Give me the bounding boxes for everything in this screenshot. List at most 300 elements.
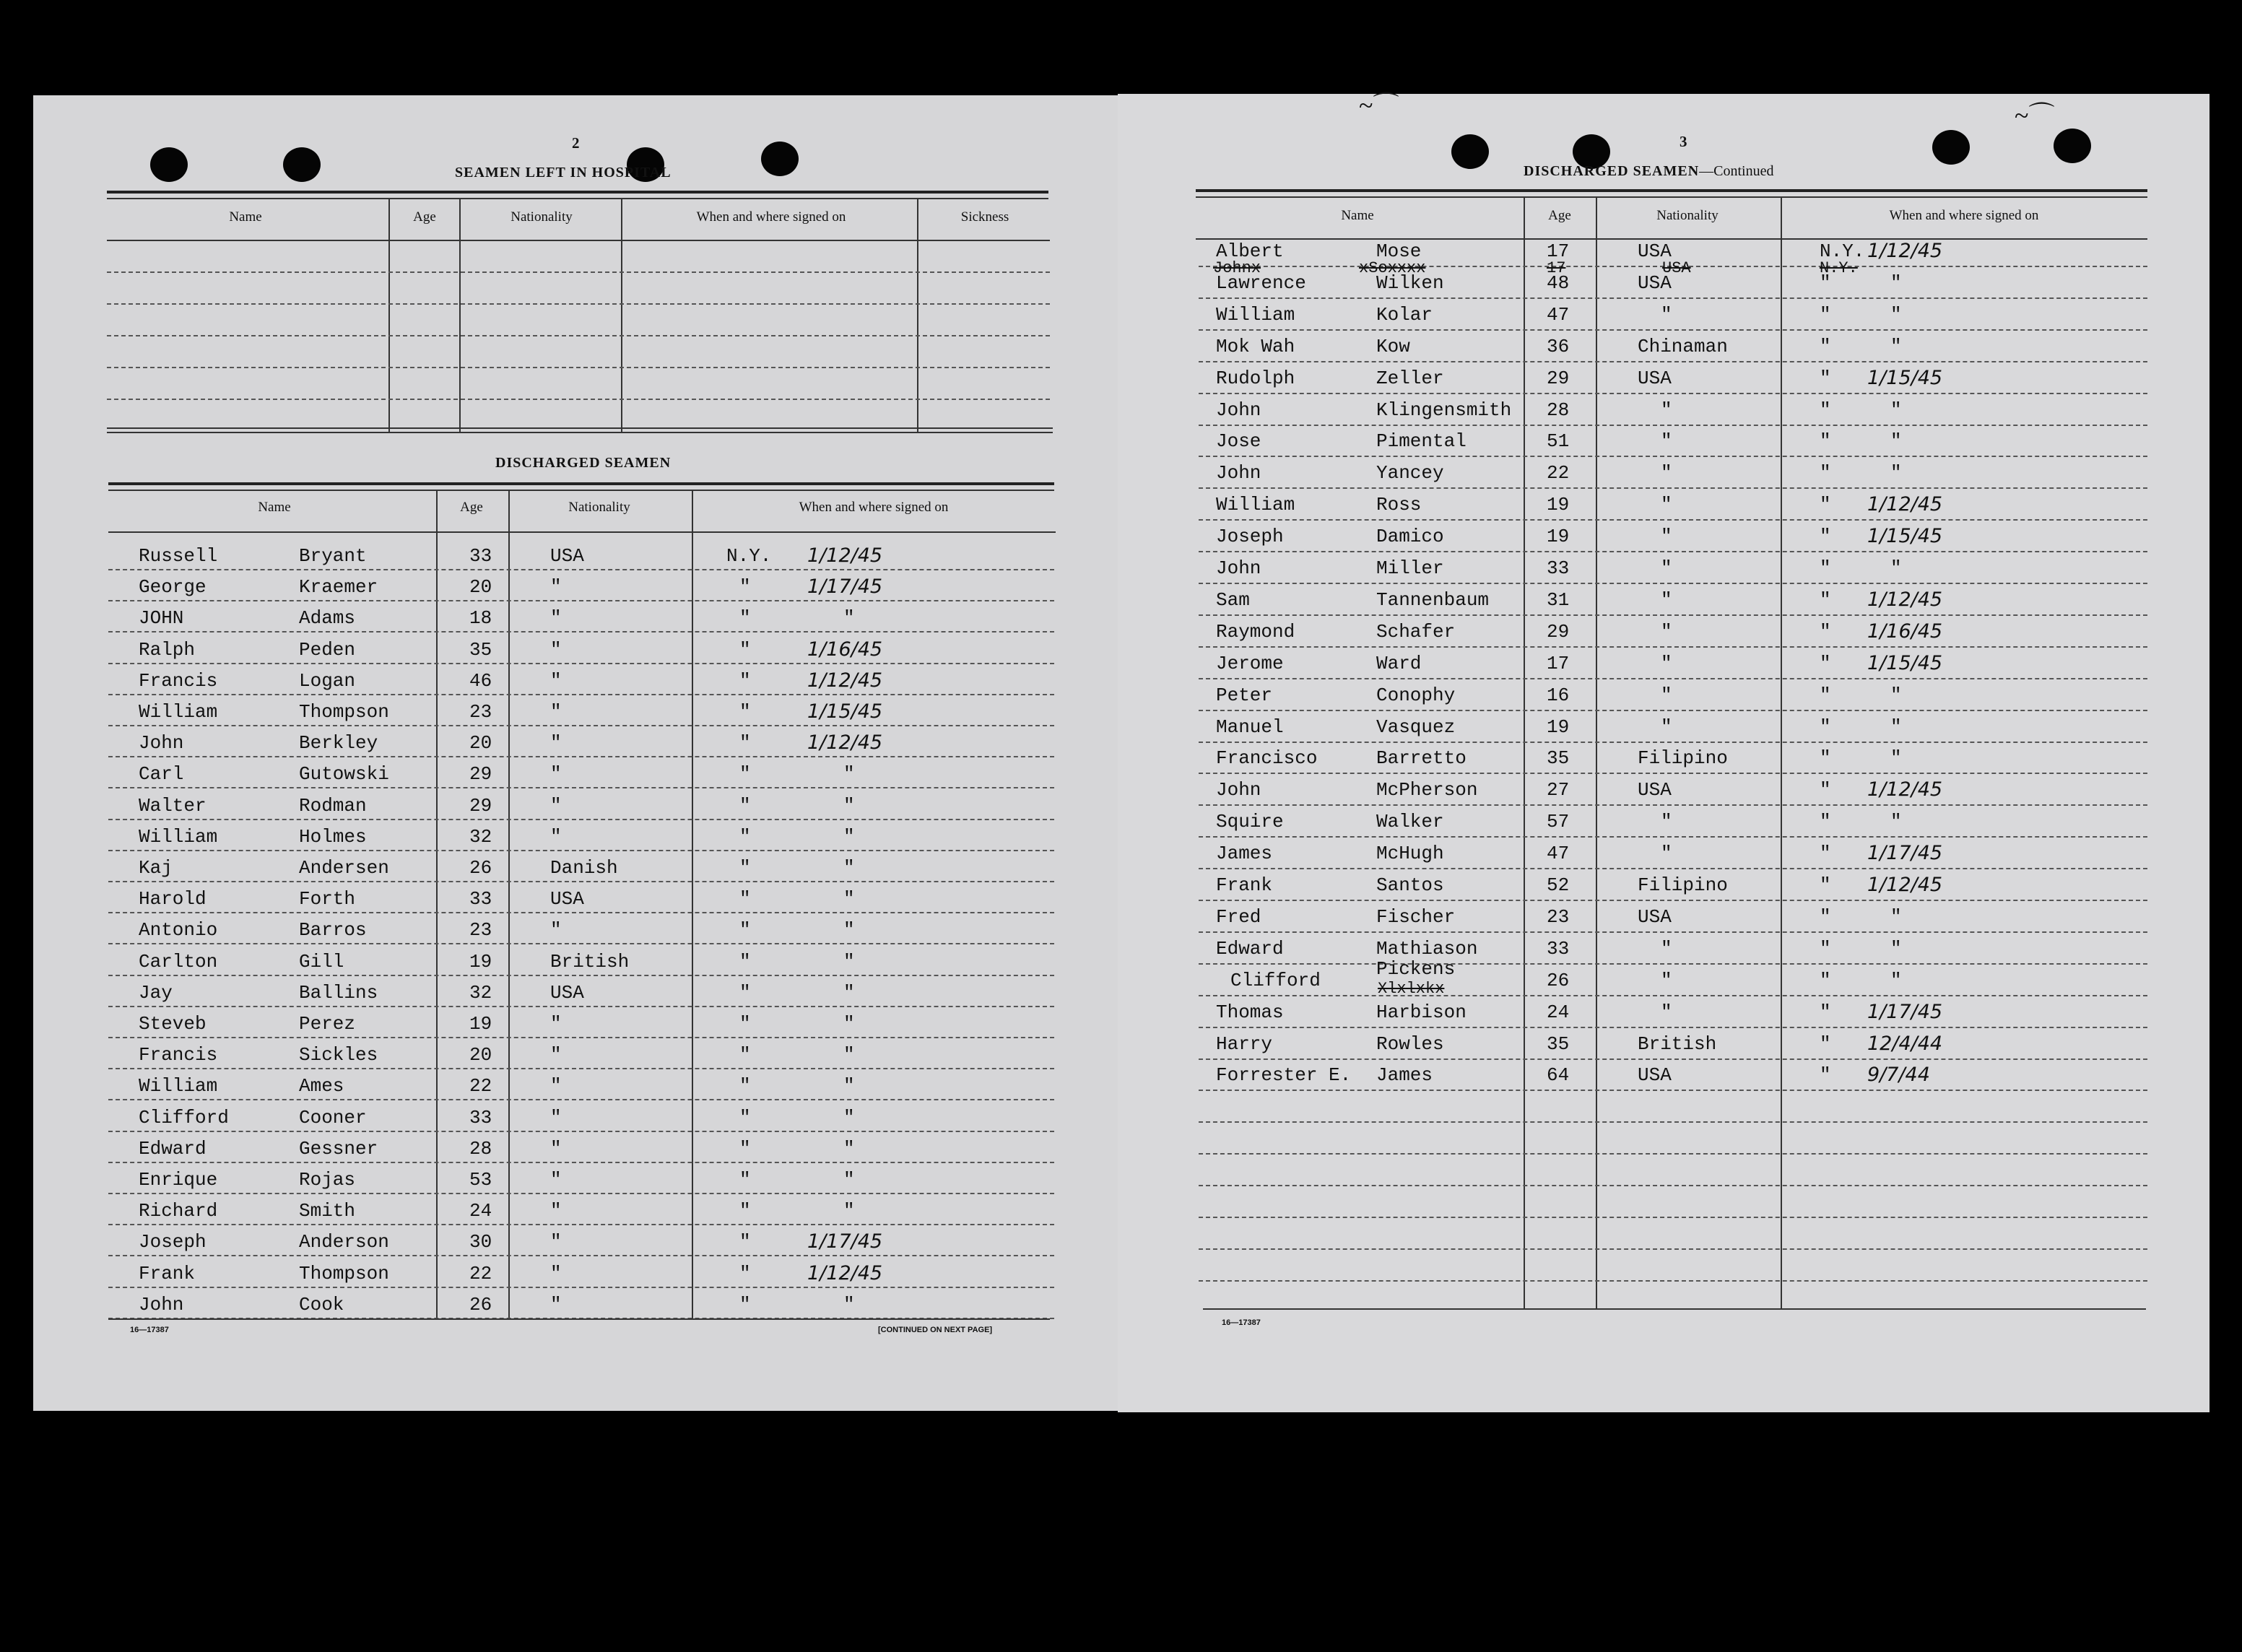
ruled-line [108,1037,1054,1038]
seaman-age: 52 [1547,874,1570,896]
signed-on-date: " [843,1169,855,1191]
seaman-nationality: Filipino [1638,747,1728,769]
ruled-line [1199,297,2147,299]
seaman-nationality: " [550,826,562,848]
ruled-line [108,631,1054,632]
column-header-when-where: When and where signed on [696,209,846,225]
seaman-nationality: Danish [550,857,618,879]
seaman-last-name: Pickens [1376,958,1456,980]
column-header-when-where: When and where signed on [1889,208,2039,223]
signed-on-place: " [1820,1001,1831,1023]
ruled-line [1199,1090,2147,1091]
seaman-last-name: Andersen [299,857,389,879]
seaman-last-name: Pimental [1376,430,1467,452]
ruled-line [1199,551,2147,552]
seaman-first-name: William [139,1075,218,1097]
divider [1781,198,1782,1310]
ruled-line [108,1255,1054,1256]
signed-on-place: " [739,795,751,817]
seaman-nationality: " [550,670,562,692]
signed-on-date: " [1890,970,1902,991]
seaman-age: 29 [469,763,492,785]
hospital-section-title: SEAMEN LEFT IN HOSPITAL [455,165,672,181]
signed-on-place: " [1820,430,1831,452]
signed-on-place: " [1820,589,1831,611]
signed-on-date: 1/15/45 [1867,525,1943,547]
signed-on-date: " [1890,684,1902,706]
seaman-last-name: Santos [1376,874,1444,896]
signed-on-date: " [1890,811,1902,832]
ruled-line [1199,868,2147,869]
ruled-line [1199,1058,2147,1060]
seaman-last-name: Gutowski [299,763,389,785]
signed-on-date: " [843,888,855,910]
seaman-last-name: Rojas [299,1169,356,1191]
ruled-line [108,600,1054,601]
divider [108,1318,1050,1320]
column-header-sickness: Sickness [960,209,1009,225]
signed-on-place: " [739,639,751,661]
signed-on-place: " [739,982,751,1004]
signed-on-date: " [1890,336,1902,357]
ruled-line [1199,646,2147,648]
seaman-nationality: USA [1638,1064,1672,1086]
seaman-first-name: William [139,826,218,848]
seaman-age: 17 [1547,653,1570,674]
seaman-nationality: " [550,763,562,785]
signed-on-date: 1/12/45 [807,544,883,567]
ruled-line [1199,900,2147,901]
seaman-age: 20 [469,1044,492,1066]
seaman-first-name: Harold [139,888,207,910]
column-header-nationality: Nationality [510,209,573,225]
ruled-line [1199,995,2147,996]
signed-on-date: " [843,795,855,817]
seaman-age: 20 [469,732,492,754]
seaman-first-name: James [1216,843,1273,864]
seaman-nationality: " [550,919,562,941]
seaman-first-name: William [1216,304,1295,326]
seaman-age: 51 [1547,430,1570,452]
signed-on-place: " [1820,399,1831,421]
seaman-last-name: Gill [299,951,344,973]
signed-on-place: N.Y. [1820,240,1865,262]
seaman-nationality: " [550,607,562,629]
struck-first-name: Johnx [1213,259,1261,277]
signed-on-place: " [1820,557,1831,579]
seaman-last-name: Schafer [1376,621,1456,643]
seaman-nationality: " [550,1107,562,1129]
seaman-nationality: " [1661,399,1672,421]
seaman-last-name: Perez [299,1013,356,1035]
signed-on-date: " [843,951,855,973]
signed-on-date: " [843,763,855,785]
seaman-first-name: Sam [1216,589,1250,611]
ruled-line [107,399,1050,400]
column-header-age: Age [460,500,483,515]
seaman-nationality: " [550,1200,562,1222]
signed-on-date: 1/12/45 [807,1262,883,1284]
seaman-age: 19 [1547,494,1570,516]
seaman-nationality: Filipino [1638,874,1728,896]
divider [1596,198,1597,1310]
seaman-age: 36 [1547,336,1570,357]
form-number: 16—17387 [130,1326,169,1334]
ruled-line [1199,456,2147,457]
seaman-age: 17 [1547,240,1570,262]
signed-on-place: " [1820,336,1831,357]
seaman-first-name: Joseph [1216,526,1284,547]
ruled-line [107,303,1050,305]
seaman-first-name: John [1216,399,1261,421]
seaman-nationality: " [550,639,562,661]
seaman-nationality: British [1638,1033,1717,1055]
seaman-first-name: Francisco [1216,747,1318,769]
ruled-line [108,975,1054,976]
seaman-nationality: USA [550,888,584,910]
seaman-first-name: Squire [1216,811,1284,832]
ruled-line [1199,583,2147,584]
signed-on-date: 1/12/45 [1867,493,1943,516]
ruled-line [1199,393,2147,394]
ruled-line [1199,836,2147,838]
seaman-last-name: Thompson [299,1263,389,1284]
seaman-nationality: USA [1638,906,1672,928]
seaman-first-name: George [139,576,207,598]
seaman-last-name: Forth [299,888,356,910]
seaman-nationality: " [550,1138,562,1160]
seaman-last-name: Yancey [1376,462,1444,484]
seaman-age: 35 [1547,747,1570,769]
ruled-line [108,1006,1054,1007]
signed-on-place: " [739,919,751,941]
signed-on-date: " [843,1138,855,1160]
seaman-age: 29 [1547,368,1570,389]
ruled-line [108,1162,1054,1163]
signed-on-place: " [739,1231,751,1253]
signed-on-place: " [739,1044,751,1066]
seaman-nationality: " [1661,843,1672,864]
divider [107,432,1053,433]
seaman-age: 32 [469,826,492,848]
ruled-line [107,271,1050,273]
ruled-line [108,1224,1054,1225]
signed-on-date: " [843,857,855,879]
seaman-last-name: Peden [299,639,356,661]
seaman-nationality: " [1661,430,1672,452]
seaman-age: 26 [469,1294,492,1316]
seaman-age: 28 [1547,399,1570,421]
divider [107,240,1050,241]
column-header-name: Name [229,209,262,225]
seaman-age: 22 [469,1263,492,1284]
seaman-age: 35 [469,639,492,661]
column-header-nationality: Nationality [568,500,630,515]
ruled-line [1199,804,2147,806]
seaman-age: 57 [1547,811,1570,832]
signed-on-date: 9/7/44 [1867,1064,1930,1086]
seaman-first-name: Richard [139,1200,218,1222]
signed-on-place: " [739,1263,751,1284]
ruled-line [107,367,1050,368]
signed-on-date: " [843,1294,855,1316]
seaman-nationality: " [1661,970,1672,991]
signed-on-date: 1/15/45 [1867,652,1943,674]
seaman-last-name: Logan [299,670,356,692]
signed-on-date: " [843,607,855,629]
seaman-first-name: Rudolph [1216,368,1295,389]
seaman-age: 30 [469,1231,492,1253]
struck-last-name: Xlxlxkx [1378,980,1445,998]
seaman-age: 26 [469,857,492,879]
signed-on-date: 1/17/45 [1867,842,1943,864]
seaman-last-name: McHugh [1376,843,1444,864]
seaman-last-name: Gessner [299,1138,378,1160]
seaman-nationality: " [1661,938,1672,960]
seaman-first-name: Ralph [139,639,196,661]
page-number: 3 [1680,133,1687,150]
signed-on-date: " [1890,399,1902,421]
seaman-last-name: Mose [1376,240,1422,262]
ruled-line [108,819,1054,820]
seaman-first-name: Clifford [139,1107,229,1129]
divider [388,199,390,432]
seaman-first-name: Steveb [139,1013,207,1035]
seaman-nationality: " [1661,304,1672,326]
signed-on-place: " [739,1169,751,1191]
punch-hole [1932,130,1970,165]
ruled-line [1199,1248,2147,1250]
divider [108,482,1054,485]
seaman-first-name: John [1216,462,1261,484]
signed-on-place: " [1820,906,1831,928]
ruled-line [108,912,1054,913]
seaman-first-name: John [139,732,184,754]
signed-on-date: 1/12/45 [1867,778,1943,801]
seaman-age: 33 [469,1107,492,1129]
divider [107,191,1048,194]
seaman-age: 31 [1547,589,1570,611]
signed-on-place: " [1820,304,1831,326]
seaman-age: 27 [1547,779,1570,801]
seaman-nationality: USA [550,982,584,1004]
seaman-first-name: Carl [139,763,184,785]
signed-on-date: " [1890,304,1902,326]
seaman-first-name: Frank [1216,874,1273,896]
seaman-first-name: Kaj [139,857,173,879]
column-header-when-where: When and where signed on [799,500,949,515]
seaman-nationality: " [550,1294,562,1316]
seaman-first-name: Clifford [1230,970,1321,991]
ruled-line [1199,931,2147,933]
seaman-nationality: " [550,1013,562,1035]
seaman-first-name: Albert [1216,240,1284,262]
signed-on-place: " [739,1138,751,1160]
seaman-nationality: " [1661,1001,1672,1023]
signed-on-place: " [739,1075,751,1097]
signed-on-place: " [739,951,751,973]
seaman-last-name: Walker [1376,811,1444,832]
ruled-line [1199,773,2147,774]
signed-on-date: " [1890,557,1902,579]
signed-on-place: " [1820,970,1831,991]
seaman-last-name: Kraemer [299,576,378,598]
seaman-age: 19 [1547,526,1570,547]
signed-on-place: " [739,1013,751,1035]
seaman-nationality: " [1661,494,1672,516]
seaman-first-name: JOHN [139,607,184,629]
signed-on-place: " [1820,747,1831,769]
pencil-mark: ~⌒ [1359,91,1399,120]
ruled-line [108,756,1054,757]
seaman-age: 28 [469,1138,492,1160]
seaman-last-name: Zeller [1376,368,1444,389]
punch-hole [283,147,321,182]
signed-on-date: 1/12/45 [1867,588,1943,611]
signed-on-place: " [1820,779,1831,801]
ruled-line [1199,1121,2147,1123]
seaman-nationality: " [550,1075,562,1097]
pencil-mark: ~⌒ [2015,101,2055,130]
seaman-last-name: Cooner [299,1107,367,1129]
seaman-age: 33 [1547,557,1570,579]
divider [1196,196,2147,198]
seaman-nationality: " [1661,526,1672,547]
seaman-first-name: Jay [139,982,173,1004]
ruled-line [1199,1153,2147,1155]
seaman-nationality: " [1661,462,1672,484]
seaman-last-name: Conophy [1376,684,1456,706]
signed-on-place: " [739,1200,751,1222]
seaman-first-name: Francis [139,1044,218,1066]
signed-on-place: " [1820,874,1831,896]
seaman-last-name: Rodman [299,795,367,817]
seaman-last-name: Thompson [299,701,389,723]
signed-on-date: " [1890,938,1902,960]
seaman-age: 19 [469,951,492,973]
signed-on-place: " [1820,272,1831,294]
signed-on-place: " [739,857,751,879]
seaman-first-name: Walter [139,795,207,817]
signed-on-date: " [843,1013,855,1035]
form-number: 16—17387 [1222,1318,1261,1327]
signed-on-date: " [1890,272,1902,294]
column-header-age: Age [413,209,436,225]
seaman-age: 33 [469,545,492,567]
seaman-nationality: " [1661,653,1672,674]
seaman-nationality: Chinaman [1638,336,1728,357]
ruled-line [108,569,1054,570]
seaman-nationality: USA [1638,240,1672,262]
divider [1196,189,2147,192]
struck-age: 17 [1547,259,1566,277]
seaman-age: 29 [469,795,492,817]
signed-on-date: " [1890,430,1902,452]
seaman-first-name: Carlton [139,951,218,973]
seaman-first-name: William [1216,494,1295,516]
seaman-nationality: " [550,701,562,723]
seaman-age: 23 [469,701,492,723]
page-number: 2 [572,134,580,152]
ruled-line [1199,963,2147,965]
seaman-nationality: " [1661,684,1672,706]
seaman-last-name: Ballins [299,982,378,1004]
ruled-line [108,663,1054,664]
signed-on-date: 1/12/45 [1867,240,1943,262]
seaman-first-name: Russell [139,545,218,567]
divider [107,198,1048,199]
continued-note: [CONTINUED ON NEXT PAGE] [878,1326,993,1334]
seaman-age: 29 [1547,621,1570,643]
seaman-last-name: Ames [299,1075,344,1097]
signed-on-place: " [1820,368,1831,389]
seaman-last-name: James [1376,1064,1433,1086]
signed-on-date: 1/17/45 [1867,1001,1943,1023]
seaman-age: 19 [1547,716,1570,738]
seaman-last-name: Miller [1376,557,1444,579]
seaman-last-name: Wilken [1376,272,1444,294]
ruled-line [108,1068,1054,1069]
divider [692,491,693,1318]
signed-on-place: " [1820,843,1831,864]
signed-on-date: 1/12/45 [1867,874,1943,896]
seaman-first-name: Peter [1216,684,1273,706]
struck-place: N.Y. [1820,259,1858,277]
ruled-line [108,881,1054,882]
signed-on-place: " [739,826,751,848]
signed-on-date: " [843,1200,855,1222]
seaman-last-name: Smith [299,1200,356,1222]
signed-on-date: " [1890,462,1902,484]
ruled-line [1199,329,2147,331]
seaman-age: 20 [469,576,492,598]
signed-on-place: " [739,701,751,723]
discharged-section-title: DISCHARGED SEAMEN [495,455,672,471]
seaman-last-name: Kolar [1376,304,1433,326]
ruled-line [1199,1185,2147,1186]
seaman-last-name: Rowles [1376,1033,1444,1055]
seaman-age: 53 [469,1169,492,1191]
ruled-line [1199,487,2147,489]
struck-last-name: xSoxxxx [1359,259,1426,277]
signed-on-date: " [843,826,855,848]
divider [917,199,918,432]
seaman-last-name: McPherson [1376,779,1478,801]
divider [107,427,1053,429]
seaman-first-name: Edward [139,1138,207,1160]
seaman-nationality: British [550,951,630,973]
signed-on-date: 1/17/45 [807,575,883,598]
seaman-age: 35 [1547,1033,1570,1055]
ruled-line [1199,425,2147,426]
signed-on-place: N.Y. [726,545,772,567]
seaman-age: 18 [469,607,492,629]
signed-on-date: 1/16/45 [1867,620,1943,643]
signed-on-date: 1/16/45 [807,638,883,661]
signed-on-place: " [1820,462,1831,484]
seaman-nationality: " [1661,716,1672,738]
signed-on-date: " [843,1044,855,1066]
seaman-first-name: Forrester E. [1216,1064,1352,1086]
punch-hole [761,142,799,176]
signed-on-date: 1/15/45 [807,700,883,723]
ruled-line [108,1193,1054,1194]
seaman-first-name: Frank [139,1263,196,1284]
seaman-age: 23 [469,919,492,941]
signed-on-place: " [739,670,751,692]
seaman-last-name: Holmes [299,826,367,848]
seaman-first-name: John [139,1294,184,1316]
